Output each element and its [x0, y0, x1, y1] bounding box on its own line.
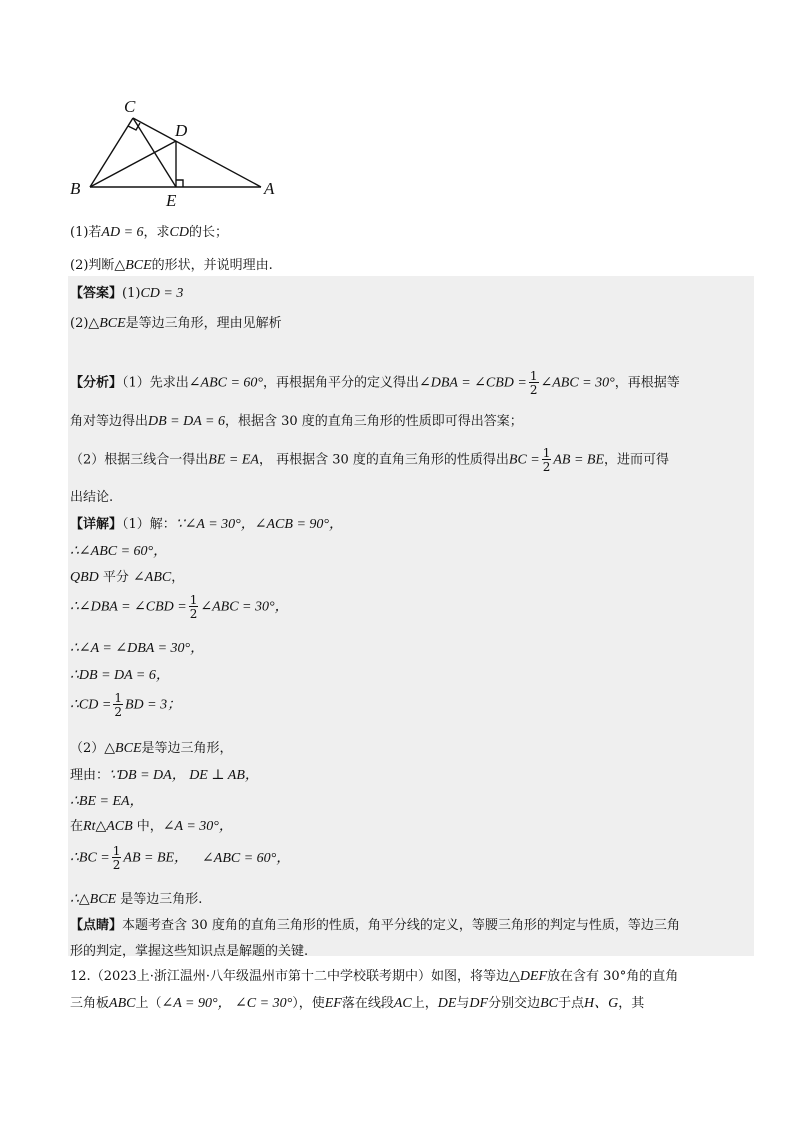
label-B: B: [70, 179, 81, 198]
analysis-line-1: 【分析】（1）先求出∠ABC = 60°，再根据角平分的定义得出∠DBA = ∠CBD = $\frac{1}{2}$ ∠ABC = 30°，再根据等: [70, 369, 680, 397]
label-E: E: [166, 191, 177, 210]
question-1: (1)若AD = 6，求CD的长；: [70, 225, 229, 240]
fraction-half: $\frac{1}{2}$: [112, 844, 121, 872]
next-question-line-2: 三角板ABC上（∠A = 90°， ∠C = 30°），使EF落在线段AC上，DE与DF分别交边BC于点H、G，其: [70, 996, 645, 1011]
segment-BD: [90, 141, 176, 187]
detail-line-6: ∴DB = DA = 6，: [70, 668, 170, 683]
comment-line-2: 形的判定，掌握这些知识点是解题的关键.: [70, 944, 309, 959]
answer-line-1: 【答案】(1)CD = 3: [70, 286, 184, 301]
next-question-line-1: 12.（2023上·浙江温州·八年级温州市第十二中学校联考期中）如图，将等边△DEF放在含有 30°角的直角: [70, 969, 679, 984]
detail-line-1: 【详解】（1）解：∵∠A = 30°，∠ACB = 90°，: [70, 517, 343, 532]
detail-line-9: 理由：∵DB = DA， DE ⊥ AB，: [70, 768, 259, 783]
detail-line-11: 在Rt△ACB 中，∠A = 30°，: [70, 819, 233, 834]
label-C: C: [124, 97, 136, 116]
comment-tag: 【点睛】: [70, 918, 123, 933]
question-2: (2)判断△BCE的形状，并说明理由.: [70, 258, 273, 273]
analysis-line-2: 角对等边得出DB = DA = 6，根据含 30 度的直角三角形的性质即可得出答案；: [70, 414, 523, 429]
triangle-figure: [60, 90, 300, 210]
detail-line-5: ∴∠A = ∠DBA = 30°，: [70, 641, 205, 656]
label-A: A: [264, 179, 275, 198]
detail-line-7: ∴CD = $\frac{1}{2}$ BD = 3；: [70, 691, 182, 719]
detail-tag: 【详解】: [70, 517, 123, 532]
analysis-tag: 【分析】: [70, 375, 123, 391]
answer-line-2: (2)△BCE是等边三角形，理由见解析: [70, 316, 282, 331]
analysis-line-4: 出结论.: [70, 490, 114, 505]
detail-line-12: ∴BC = $\frac{1}{2}$ AB = BE， ∠ABC = 60°，: [70, 844, 291, 872]
segment-CA: [133, 118, 261, 187]
segment-CE: [133, 118, 176, 187]
fraction-half: $\frac{1}{2}$: [529, 369, 538, 397]
detail-line-10: ∴BE = EA，: [70, 794, 144, 809]
fraction-half: $\frac{1}{2}$: [542, 446, 551, 474]
right-angle-mark-E: [176, 180, 183, 187]
detail-line-2: ∴∠ABC = 60°，: [70, 544, 168, 559]
fraction-half: $\frac{1}{2}$: [189, 593, 198, 621]
detail-line-3: QBD 平分 ∠ABC，: [70, 570, 185, 585]
label-D: D: [175, 121, 188, 140]
segment-BC: [90, 118, 133, 187]
comment-line-1: 【点睛】本题考查含 30 度角的直角三角形的性质，角平分线的定义，等腰三角形的判定与性质，等边三角: [70, 918, 680, 933]
detail-line-13: ∴△BCE 是等边三角形.: [70, 892, 203, 907]
answer-tag: 【答案】: [70, 286, 123, 301]
fraction-half: $\frac{1}{2}$: [114, 691, 122, 719]
detail-line-4: ∴∠DBA = ∠CBD = $\frac{1}{2}$ ∠ABC = 30°，: [70, 593, 289, 621]
detail-line-8: （2）△BCE是等边三角形，: [70, 741, 233, 756]
analysis-line-3: （2）根据三线合一得出BE = EA， 再根据含 30 度的直角三角形的性质得出BC = $\frac{1}{2}$ AB = BE，进而可得: [70, 446, 670, 474]
